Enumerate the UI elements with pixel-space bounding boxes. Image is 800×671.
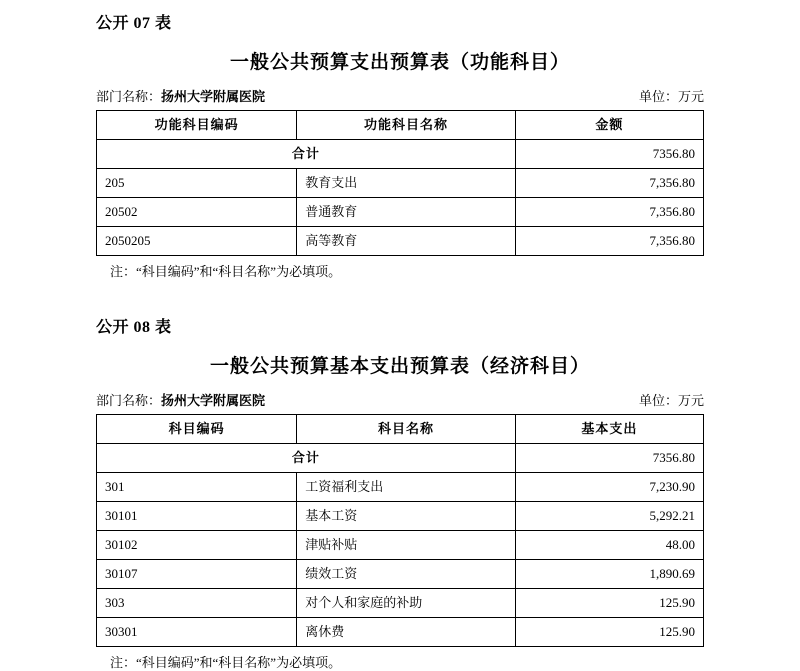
meta-row — [96, 390, 704, 409]
table-row-total — [97, 444, 704, 473]
table-note: 注：“科目编码”和“科目名称”为必填项。 — [110, 264, 342, 279]
column-header-code: 功能科目编码 — [97, 111, 297, 140]
table-header-row — [97, 415, 704, 444]
cell-amount: 7,356.80 — [515, 169, 703, 198]
cell-code: 205 — [97, 169, 297, 198]
column-header-name: 科目名称 — [297, 415, 516, 444]
cell-amount: 7,356.80 — [515, 227, 703, 256]
table-row — [97, 227, 704, 256]
cell-amount: 125.90 — [515, 589, 703, 618]
total-label: 合计 — [97, 444, 516, 473]
table-row — [97, 169, 704, 198]
sheet-label: 公开 07 表 — [96, 15, 172, 32]
cell-name: 工资福利支出 — [297, 473, 516, 502]
cell-code: 303 — [97, 589, 297, 618]
department-name: 扬州大学附属医院 — [161, 393, 266, 408]
cell-code: 301 — [97, 473, 297, 502]
cell-name: 津贴补贴 — [297, 531, 516, 560]
cell-name: 离休费 — [297, 618, 516, 647]
department-meta — [96, 86, 265, 105]
page-title: 一般公共预算基本支出预算表（经济科目） — [209, 356, 590, 377]
cell-code: 30102 — [97, 531, 297, 560]
column-header-amount: 基本支出 — [515, 415, 703, 444]
meta-row — [96, 86, 704, 105]
column-header-amount: 金额 — [515, 111, 703, 140]
column-header-code: 科目编码 — [97, 415, 297, 444]
cell-amount: 7,356.80 — [515, 198, 703, 227]
cell-name: 绩效工资 — [297, 560, 516, 589]
page-title: 一般公共预算支出预算表（功能科目） — [229, 52, 570, 73]
cell-amount: 1,890.69 — [515, 560, 703, 589]
unit-label: 单位：万元 — [638, 89, 704, 104]
cell-name: 教育支出 — [297, 169, 516, 198]
table-row — [97, 618, 704, 647]
cell-name: 基本工资 — [297, 502, 516, 531]
cell-amount: 7,230.90 — [515, 473, 703, 502]
unit-label: 单位：万元 — [638, 393, 704, 408]
cell-code: 2050205 — [97, 227, 297, 256]
budget-section-07 — [96, 10, 704, 280]
table-row — [97, 589, 704, 618]
table-row — [97, 473, 704, 502]
table-row — [97, 502, 704, 531]
total-label: 合计 — [97, 140, 516, 169]
cell-amount: 125.90 — [515, 618, 703, 647]
department-meta — [96, 390, 265, 409]
budget-table — [96, 414, 704, 647]
column-header-name: 功能科目名称 — [297, 111, 516, 140]
table-note: 注：“科目编码”和“科目名称”为必填项。 — [110, 655, 342, 670]
cell-code: 30301 — [97, 618, 297, 647]
total-amount: 7356.80 — [515, 444, 703, 473]
cell-name: 普通教育 — [297, 198, 516, 227]
cell-name: 对个人和家庭的补助 — [297, 589, 516, 618]
budget-section-08 — [96, 314, 704, 671]
total-amount: 7356.80 — [515, 140, 703, 169]
cell-amount: 48.00 — [515, 531, 703, 560]
sheet-label: 公开 08 表 — [96, 319, 172, 336]
cell-code: 30107 — [97, 560, 297, 589]
cell-amount: 5,292.21 — [515, 502, 703, 531]
department-label: 部门名称： — [96, 89, 162, 104]
table-row — [97, 198, 704, 227]
budget-table — [96, 110, 704, 256]
table-row — [97, 560, 704, 589]
table-row — [97, 531, 704, 560]
cell-name: 高等教育 — [297, 227, 516, 256]
cell-code: 30101 — [97, 502, 297, 531]
cell-code: 20502 — [97, 198, 297, 227]
table-header-row — [97, 111, 704, 140]
table-row-total — [97, 140, 704, 169]
department-label: 部门名称： — [96, 393, 162, 408]
department-name: 扬州大学附属医院 — [161, 89, 266, 104]
